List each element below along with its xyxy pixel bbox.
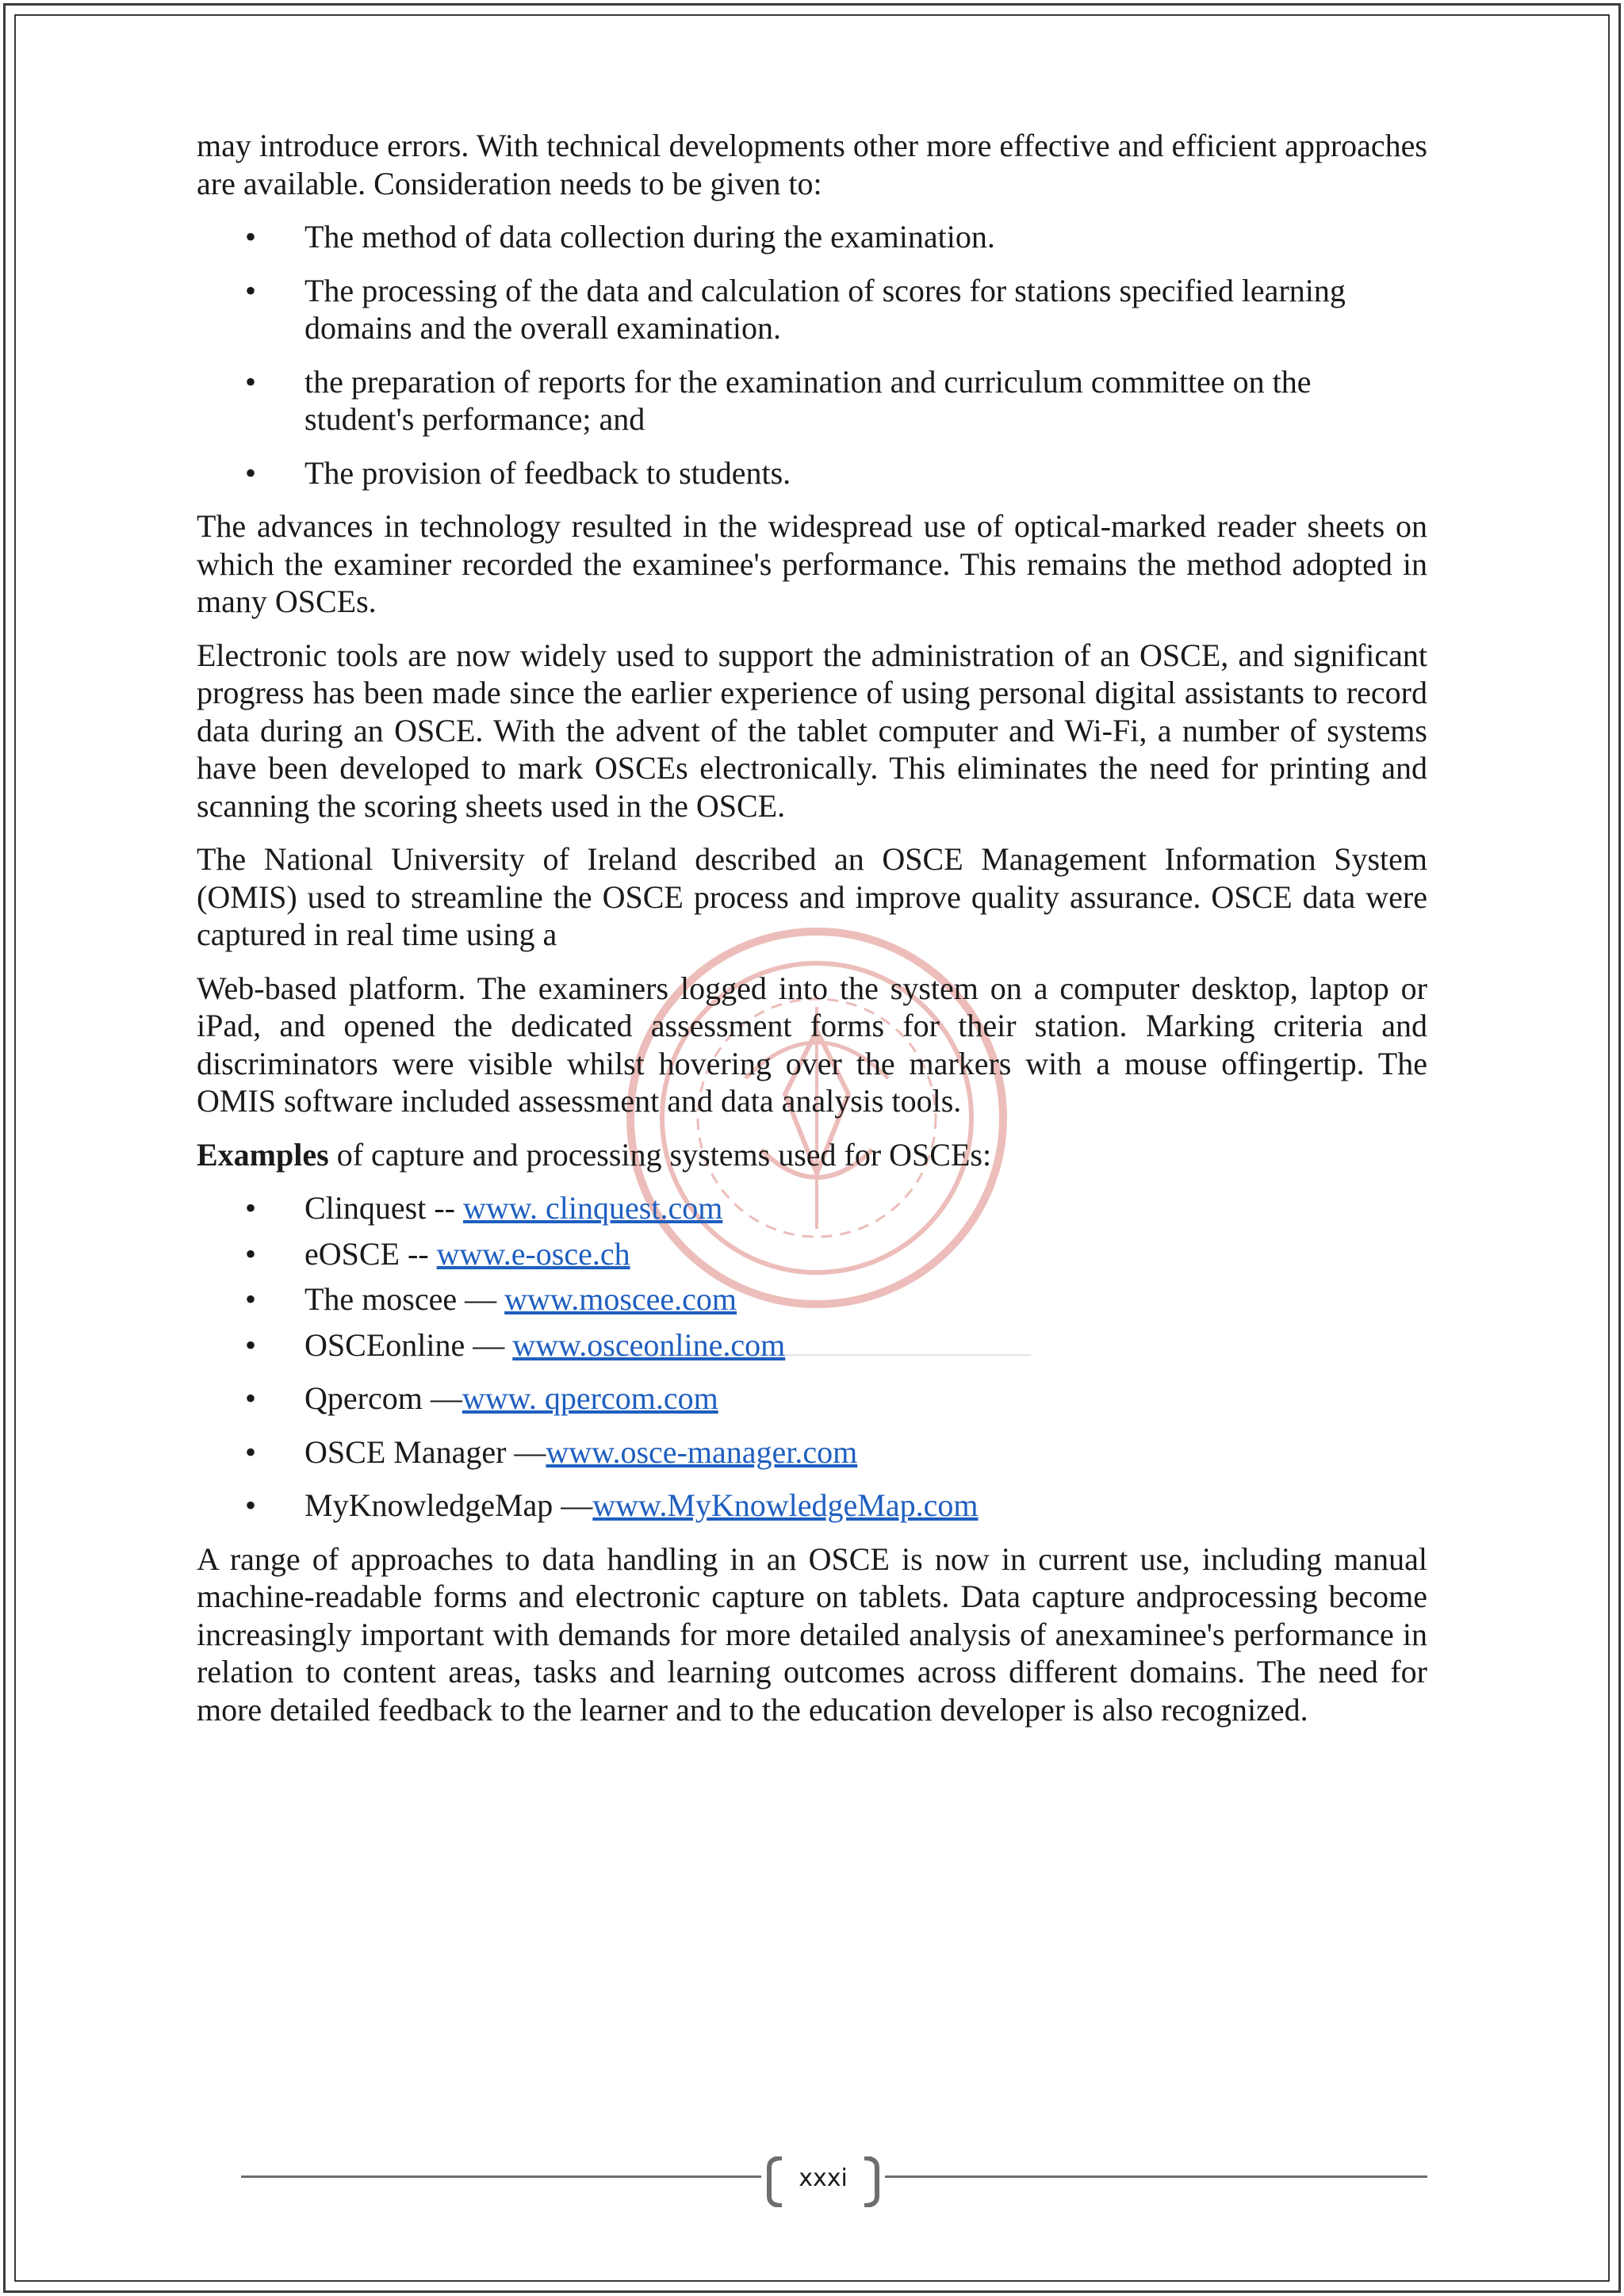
considerations-list (197, 218, 1427, 492)
examples-list (197, 1189, 1427, 1525)
list-item: • Clinquest -- www. clinquest.com (197, 1189, 1427, 1227)
bullet-icon: • (244, 454, 256, 491)
list-item: • The moscee — www.moscee.com (197, 1280, 1427, 1318)
bullet-icon: • (244, 272, 256, 308)
data-handling-paragraph: A range of approaches to data handling in an OSCE is now in current use, including manual machine-readable forms and electronic capture on tablets. Data capture andprocessing become increasingly important with demands for more detailed analysis of anexaminee's performance in relation to content areas, tasks and learning outcomes across different domains. The need for more detailed feedback to the learner and to the education developer is also recognized. (197, 1540, 1427, 1728)
page-number: xxxi (799, 2164, 848, 2192)
omis-paragraph: The National University of Ireland described an OSCE Management Information System (OMIS) used to streamline the OSCE process and improve quality assurance. OSCE data were captured in real time using a (197, 841, 1427, 952)
list-item: • MyKnowledgeMap —www.MyKnowledgeMap.com (197, 1487, 1427, 1525)
examples-heading: Examples (197, 1136, 329, 1173)
list-item: • The processing of the data and calculation of scores for stations specified learning domains and the overall examination. (197, 272, 1427, 347)
qpercom-link[interactable]: www. qpercom.com (462, 1380, 718, 1416)
clinquest-link[interactable]: www. clinquest.com (462, 1190, 723, 1226)
optical-reader-paragraph: The advances in technology resulted in the widespread use of optical-marked reader sheets on which the examiner recorded the examinee's performance. This remains the method adopted in many OSCEs. (197, 508, 1427, 619)
bullet-icon: • (244, 1281, 256, 1317)
document-body (197, 127, 1427, 1744)
bullet-icon: • (244, 219, 256, 254)
bullet-icon: • (244, 1487, 256, 1523)
bullet-icon: • (244, 363, 256, 400)
list-item: • The provision of feedback to students. (197, 454, 1427, 492)
list-item: • The method of data collection during the examination. (197, 218, 1427, 256)
footer-rule-left (241, 2175, 761, 2178)
bullet-icon: • (244, 1190, 256, 1226)
list-item: • Qpercom —www. qpercom.com (197, 1380, 1427, 1418)
bullet-icon: • (244, 1235, 256, 1272)
bullet-icon: • (244, 1380, 256, 1416)
list-item: • the preparation of reports for the examination and curriculum committee on the student's performance; and (197, 363, 1427, 438)
intro-paragraph: may introduce errors. With technical developments other more effective and efficient approaches are available. Consideration needs to be given to: (197, 128, 1427, 201)
bullet-icon: • (244, 1433, 256, 1470)
osce-manager-link[interactable]: www.osce-manager.com (546, 1433, 858, 1470)
electronic-tools-paragraph: Electronic tools are now widely used to support the administration of an OSCE, and significant progress has been made since the earlier experience of using personal digital assistants to record data during an OSCE. With the advent of the tablet computer and Wi-Fi, a number of systems have been developed to mark OSCEs electronically. This eliminates the need for printing and scanning the scoring sheets used in the OSCE. (197, 637, 1427, 824)
bullet-icon: • (244, 1326, 256, 1363)
list-item: • OSCEonline — www.osceonline.com (197, 1326, 1427, 1364)
page-footer (241, 2156, 1427, 2220)
osceonline-link[interactable]: www.osceonline.com (512, 1326, 786, 1363)
page-number-frame (764, 2156, 882, 2207)
examples-intro: Examples of capture and processing systems used for OSCEs: (197, 1136, 992, 1173)
eosce-link[interactable]: www.e-osce.ch (436, 1235, 630, 1272)
web-platform-paragraph: Web-based platform. The examiners logged into the system on a computer desktop, laptop or iPad, and opened the dedicated assessment forms for their station. Marking criteria and discriminators were visible whilst hovering over the markers with a mouse offingertip. The OMIS software included assessment and data analysis tools. (197, 970, 1427, 1119)
list-item: • eOSCE -- www.e-osce.ch (197, 1235, 1427, 1273)
moscee-link[interactable]: www.moscee.com (504, 1281, 737, 1317)
footer-rule-right (885, 2175, 1427, 2178)
list-item: • OSCE Manager —www.osce-manager.com (197, 1433, 1427, 1471)
myknowledgemap-link[interactable]: www.MyKnowledgeMap.com (592, 1487, 979, 1523)
